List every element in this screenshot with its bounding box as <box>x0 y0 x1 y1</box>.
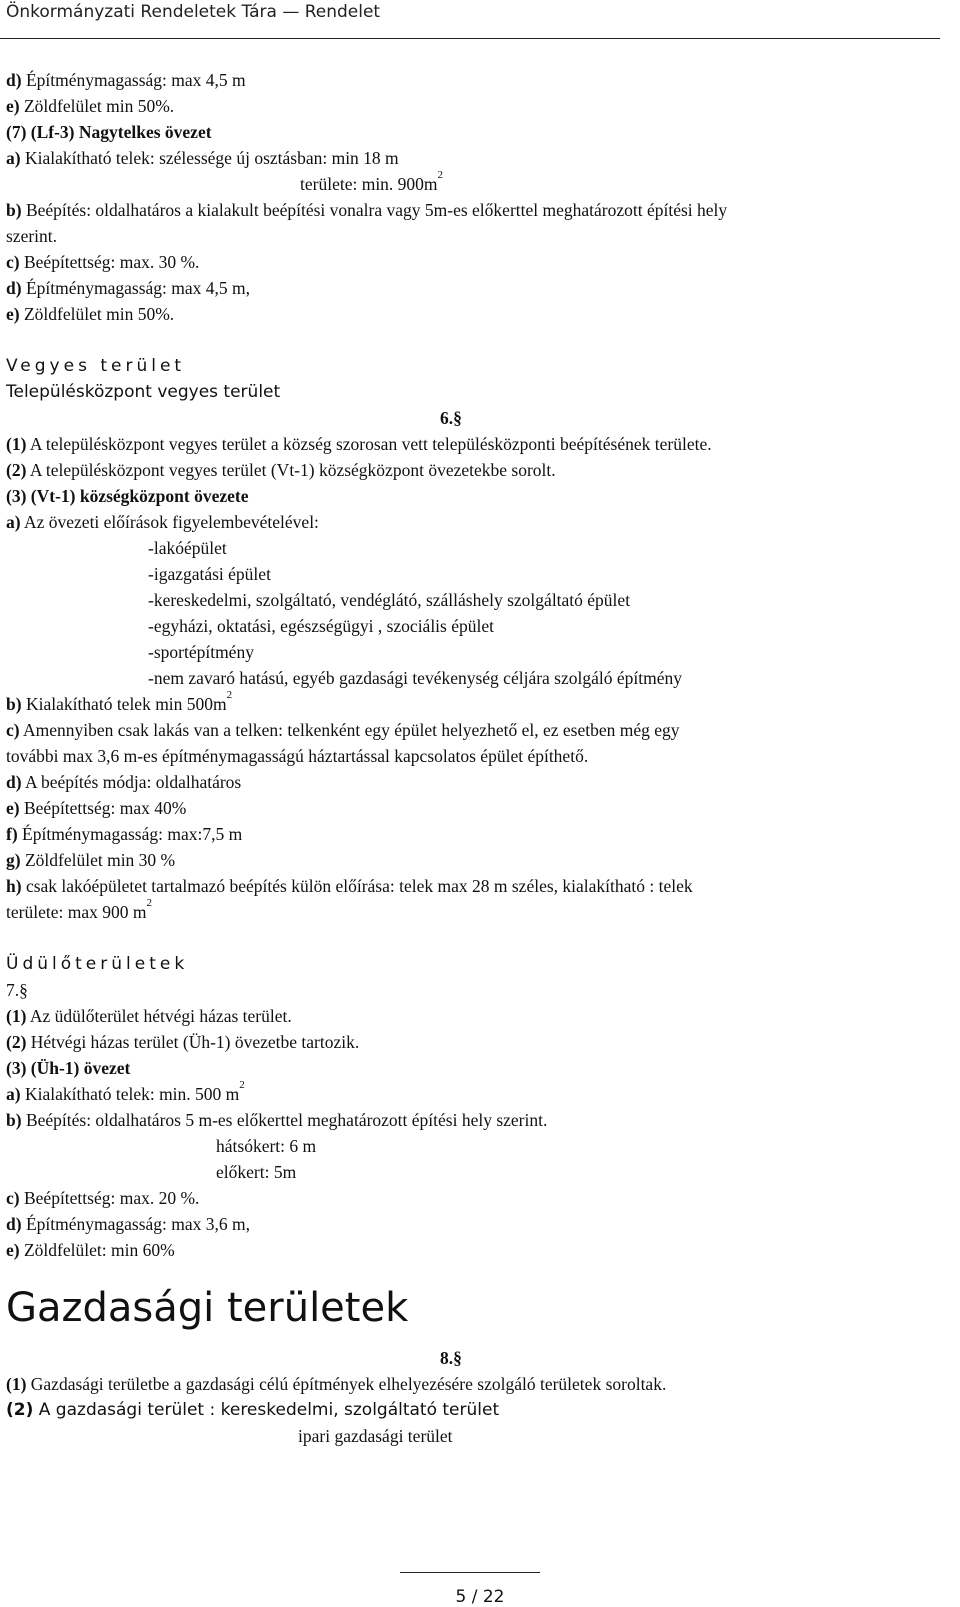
line-text: Az övezeti előírások figyelembevételével: <box>20 512 319 532</box>
text-line-22 <box>148 644 254 662</box>
line-text: Az üdülőterület hétvégi házas terület. <box>26 1006 292 1026</box>
line-text: Gazdasági területek <box>6 1285 409 1331</box>
header-divider <box>0 38 940 39</box>
line-text: -igazgatási épület <box>148 564 271 584</box>
line-marker: (1) <box>6 1006 27 1026</box>
superscript: 2 <box>146 897 152 909</box>
text-line-9 <box>6 280 250 298</box>
line-text: Beépítés: oldalhatáros a kialakult beépítési vonalra vagy 5m-es előkerttel meghatározott építési hely <box>21 200 728 220</box>
line-text: Zöldfelület min 50%. <box>19 304 175 324</box>
text-line-18 <box>148 540 227 558</box>
line-text: területe: max 900 m <box>6 902 147 922</box>
line-text: -kereskedelmi, szolgáltató, vendéglátó, szálláshely szolgáltató épület <box>148 590 631 610</box>
text-line-34 <box>6 982 28 1000</box>
line-text: A településközpont vegyes terület (Vt-1) községközpont övezetekbe sorolt. <box>26 460 556 480</box>
text-line-45 <box>6 1285 409 1331</box>
text-line-6 <box>6 202 727 220</box>
text-line-11 <box>6 358 185 375</box>
line-text: hátsókert: 6 m <box>216 1136 317 1156</box>
line-marker: b) <box>6 1110 22 1130</box>
text-line-43 <box>6 1216 250 1234</box>
line-text: Kialakítható telek: szélessége új osztásban: min 18 m <box>20 148 399 168</box>
text-line-20 <box>148 592 630 610</box>
line-marker: (1) <box>6 434 27 454</box>
line-text: Településközpont vegyes terület <box>6 382 281 402</box>
text-line-14 <box>6 436 712 454</box>
text-line-25 <box>6 722 680 740</box>
text-line-47 <box>6 1376 666 1394</box>
line-marker: 8.§ <box>440 1348 462 1368</box>
text-line-36 <box>6 1034 359 1052</box>
line-marker: e) <box>6 798 20 818</box>
text-line-19 <box>148 566 271 584</box>
text-line-23 <box>148 670 682 688</box>
line-marker: d) <box>6 1214 22 1234</box>
text-line-5 <box>300 169 444 194</box>
line-marker: (2) <box>6 1032 27 1052</box>
text-line-29 <box>6 826 242 844</box>
text-line-2 <box>6 98 174 116</box>
line-marker: c) <box>6 252 20 272</box>
text-line-24 <box>6 689 233 714</box>
line-text: előkert: 5m <box>216 1162 297 1182</box>
text-line-46 <box>440 1350 462 1368</box>
line-marker: d) <box>6 278 22 298</box>
line-marker: c) <box>6 720 20 740</box>
superscript: 2 <box>437 169 444 181</box>
line-text: területe: min. 900m <box>300 174 438 194</box>
line-marker: e) <box>6 1240 20 1260</box>
line-text: Zöldfelület min 30 % <box>20 850 176 870</box>
text-line-1 <box>6 72 246 90</box>
line-marker: (3) (Vt-1) községközpont övezete <box>6 486 249 506</box>
line-marker: (7) (Lf-3) Nagytelkes övezet <box>6 122 212 142</box>
line-text: -egyházi, oktatási, egészségügyi , szociális épület <box>148 616 494 636</box>
line-text: Zöldfelület min 50%. <box>19 96 175 116</box>
line-marker: b) <box>6 200 22 220</box>
text-line-27 <box>6 774 241 792</box>
line-text: szerint. <box>6 226 58 246</box>
page-number: 5 / 22 <box>455 1587 505 1607</box>
text-line-4 <box>6 150 399 168</box>
text-line-17 <box>6 514 319 532</box>
line-marker: e) <box>6 96 20 116</box>
text-line-44 <box>6 1242 175 1260</box>
text-line-8 <box>6 254 199 272</box>
line-text: Beépítettség: max. 20 %. <box>19 1188 200 1208</box>
text-line-12 <box>6 384 280 401</box>
line-marker: a) <box>6 1084 21 1104</box>
text-line-32 <box>6 897 152 922</box>
line-text: Építménymagasság: max:7,5 m <box>17 824 243 844</box>
line-text: ipari gazdasági terület <box>298 1426 453 1446</box>
text-line-33 <box>6 956 188 973</box>
text-line-49 <box>298 1428 453 1446</box>
text-line-31 <box>6 878 693 896</box>
line-text: Építménymagasság: max 3,6 m, <box>21 1214 250 1234</box>
line-marker: h) <box>6 876 22 896</box>
line-text: Építménymagasság: max 4,5 m, <box>21 278 250 298</box>
text-line-15 <box>6 462 556 480</box>
line-text: Beépítettség: max 40% <box>19 798 187 818</box>
line-marker: f) <box>6 824 18 844</box>
line-marker: (1) <box>6 1374 27 1394</box>
superscript: 2 <box>239 1079 245 1091</box>
line-text: Beépítés: oldalhatáros 5 m-es előkerttel meghatározott építési hely szerint. <box>21 1110 548 1130</box>
text-line-38 <box>6 1079 245 1104</box>
text-line-42 <box>6 1190 199 1208</box>
line-marker: a) <box>6 512 21 532</box>
line-marker: (3) (Üh-1) övezet <box>6 1058 131 1078</box>
line-text: -sportépítmény <box>148 642 254 662</box>
text-line-41 <box>216 1164 296 1182</box>
text-line-30 <box>6 852 175 870</box>
page-header-title: Önkormányzati Rendeletek Tára — Rendelet <box>6 2 381 22</box>
line-marker: e) <box>6 304 20 324</box>
line-text: Gazdasági területbe a gazdasági célú építmények elhelyezésére szolgáló területek soroltak. <box>26 1374 667 1394</box>
line-text: -lakóépület <box>148 538 227 558</box>
line-marker: (2) <box>6 1400 34 1420</box>
line-marker: d) <box>6 70 22 90</box>
line-marker: c) <box>6 1188 20 1208</box>
text-line-48 <box>6 1402 499 1419</box>
line-text: Zöldfelület: min 60% <box>19 1240 175 1260</box>
line-text: Beépítettség: max. 30 %. <box>19 252 200 272</box>
text-line-40 <box>216 1138 316 1156</box>
line-text: Vegyes terület <box>6 356 186 376</box>
text-line-3 <box>6 124 212 142</box>
text-line-16 <box>6 488 249 506</box>
line-marker: (2) <box>6 460 27 480</box>
text-line-39 <box>6 1112 547 1130</box>
text-line-10 <box>6 306 174 324</box>
text-line-28 <box>6 800 186 818</box>
line-text: A településközpont vegyes terület a község szorosan vett településközponti beépítésének területe. <box>26 434 712 454</box>
line-text: 7.§ <box>6 980 28 1000</box>
line-marker: b) <box>6 694 22 714</box>
text-line-21 <box>148 618 494 636</box>
line-marker: a) <box>6 148 21 168</box>
line-marker: d) <box>6 772 22 792</box>
line-text: további max 3,6 m-es építménymagasságú háztartással kapcsolatos épület építhető. <box>6 746 589 766</box>
line-text: Hétvégi házas terület (Üh-1) övezetbe tartozik. <box>26 1032 360 1052</box>
line-marker: g) <box>6 850 21 870</box>
line-text: -nem zavaró hatású, egyéb gazdasági tevékenység céljára szolgáló építmény <box>148 668 682 688</box>
line-marker: 6.§ <box>440 408 462 428</box>
text-line-35 <box>6 1008 292 1026</box>
line-text: Kialakítható telek min 500m <box>21 694 227 714</box>
text-line-7 <box>6 228 57 246</box>
text-line-37 <box>6 1060 130 1078</box>
line-text: csak lakóépületet tartalmazó beépítés külön előírása: telek max 28 m széles, kialakítható : telek <box>21 876 693 896</box>
superscript: 2 <box>226 689 233 701</box>
text-line-26 <box>6 748 588 766</box>
text-line-13 <box>440 410 462 428</box>
line-text: Üdülőterületek <box>6 954 189 974</box>
line-text: A beépítés módja: oldalhatáros <box>21 772 242 792</box>
footer-divider <box>400 1572 540 1573</box>
line-text: Építménymagasság: max 4,5 m <box>21 70 246 90</box>
line-text: Amennyiben csak lakás van a telken: telkenként egy épület helyezhető el, ez esetben még egy <box>19 720 680 740</box>
line-text: Kialakítható telek: min. 500 m <box>20 1084 240 1104</box>
line-text: A gazdasági terület : kereskedelmi, szolgáltató terület <box>33 1400 500 1420</box>
